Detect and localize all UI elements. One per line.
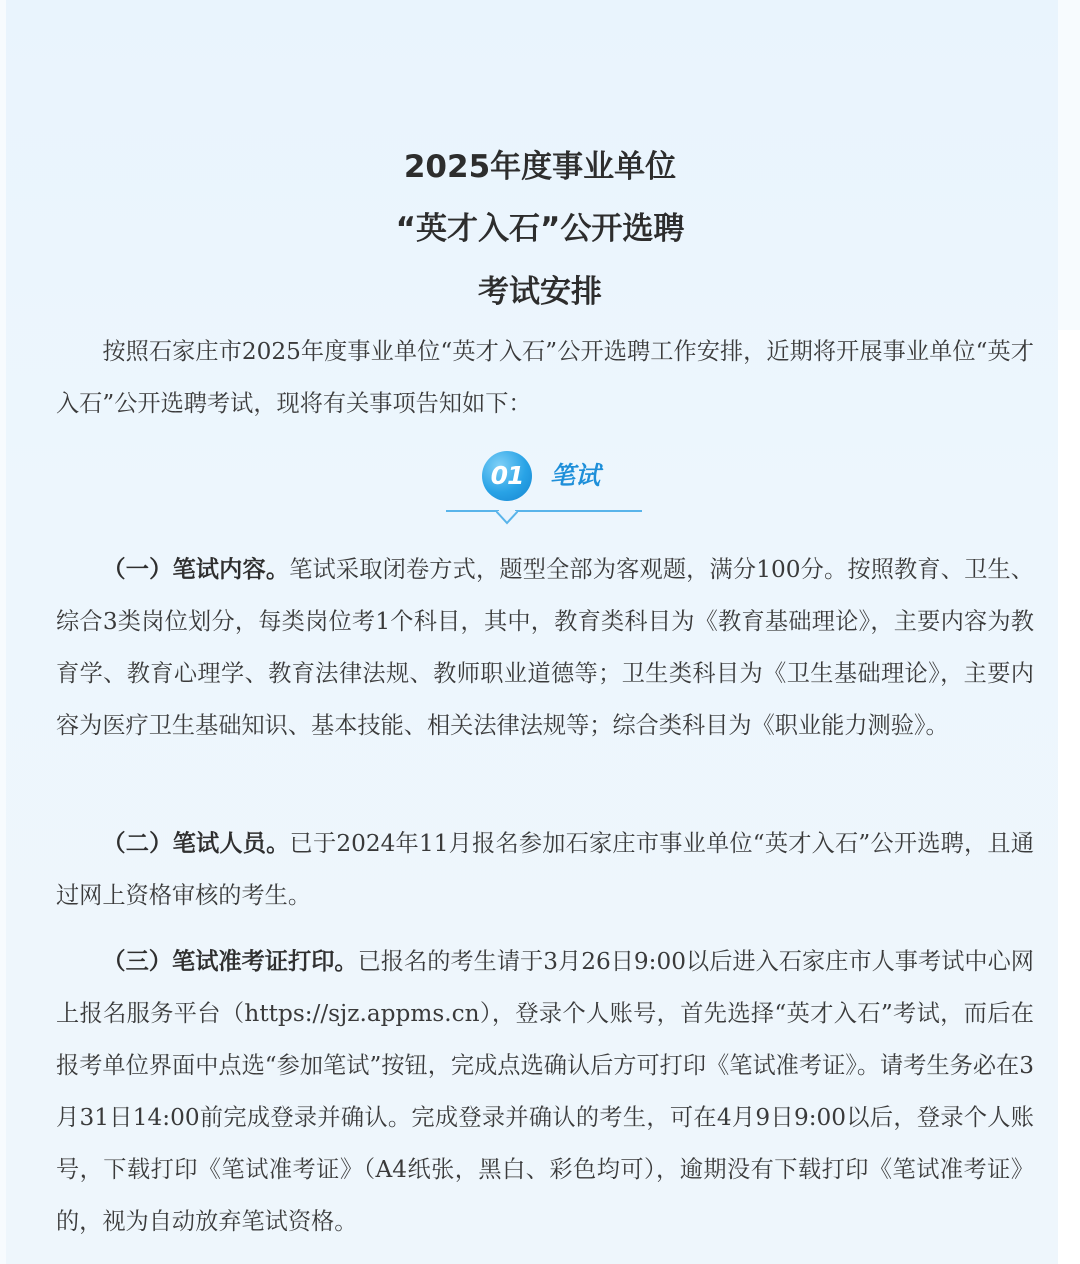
paragraph-admission-ticket	[56, 936, 1034, 1248]
section-header-written-exam	[446, 448, 642, 528]
section-label: 笔试	[550, 461, 601, 490]
section-number-badge: 01	[482, 451, 532, 501]
title-line-1: 2025年度事业单位	[403, 149, 677, 185]
paragraph-heading: （一）笔试内容。	[102, 556, 290, 583]
title-line-2: “英才入石”公开选聘	[395, 211, 685, 247]
paragraph-heading: （二）笔试人员。	[102, 830, 290, 857]
paragraph-text: 笔试采取闭卷方式，题型全部为客观题，满分100分。按照教育、卫生、综合3类岗位划分，每类岗位考1个科目，其中，教育类科目为《教育基础理论》，主要内容为教育学、教育心理学、教育法律法规、教师职业道德等；卫生类科目为《卫生基础理论》，主要内容为医疗卫生基础知识、基本技能、相关法律法规等；综合类科目为《职业能力测验》。	[56, 556, 1034, 739]
paragraph-exam-candidates	[56, 818, 1034, 922]
paragraph-exam-content	[56, 544, 1034, 752]
paragraph-heading: （三）笔试准考证打印。	[102, 948, 358, 975]
intro-paragraph: 按照石家庄市2025年度事业单位“英才入石”公开选聘工作安排，近期将开展事业单位“英才入石”公开选聘考试，现将有关事项告知如下：	[56, 338, 1034, 417]
right-margin-band	[1058, 330, 1080, 1264]
article-page	[6, 0, 1058, 1264]
paragraph-text: 已报名的考生请于3月26日9:00以后进入石家庄市人事考试中心网上报名服务平台（https://sjz.appms.cn），登录个人账号，首先选择“英才入石”考试，而后在报考单位界面中点选“参加笔试”按钮，完成点选确认后方可打印《笔试准考证》。请考生务必在3月31日14:00前完成登录并确认。完成登录并确认的考生，可在4月9日9:00以后，登录个人账号，下载打印《笔试准考证》（A4纸张，黑白、彩色均可），逾期没有下载打印《笔试准考证》的，视为自动放弃笔试资格。	[56, 948, 1034, 1235]
paragraph-text: 已于2024年11月报名参加石家庄市事业单位“英才入石”公开选聘，且通过网上资格审核的考生。	[56, 830, 1034, 909]
title-line-3: 考试安排	[478, 274, 602, 310]
underline-notch-icon	[496, 510, 518, 526]
section-underline	[446, 510, 642, 512]
